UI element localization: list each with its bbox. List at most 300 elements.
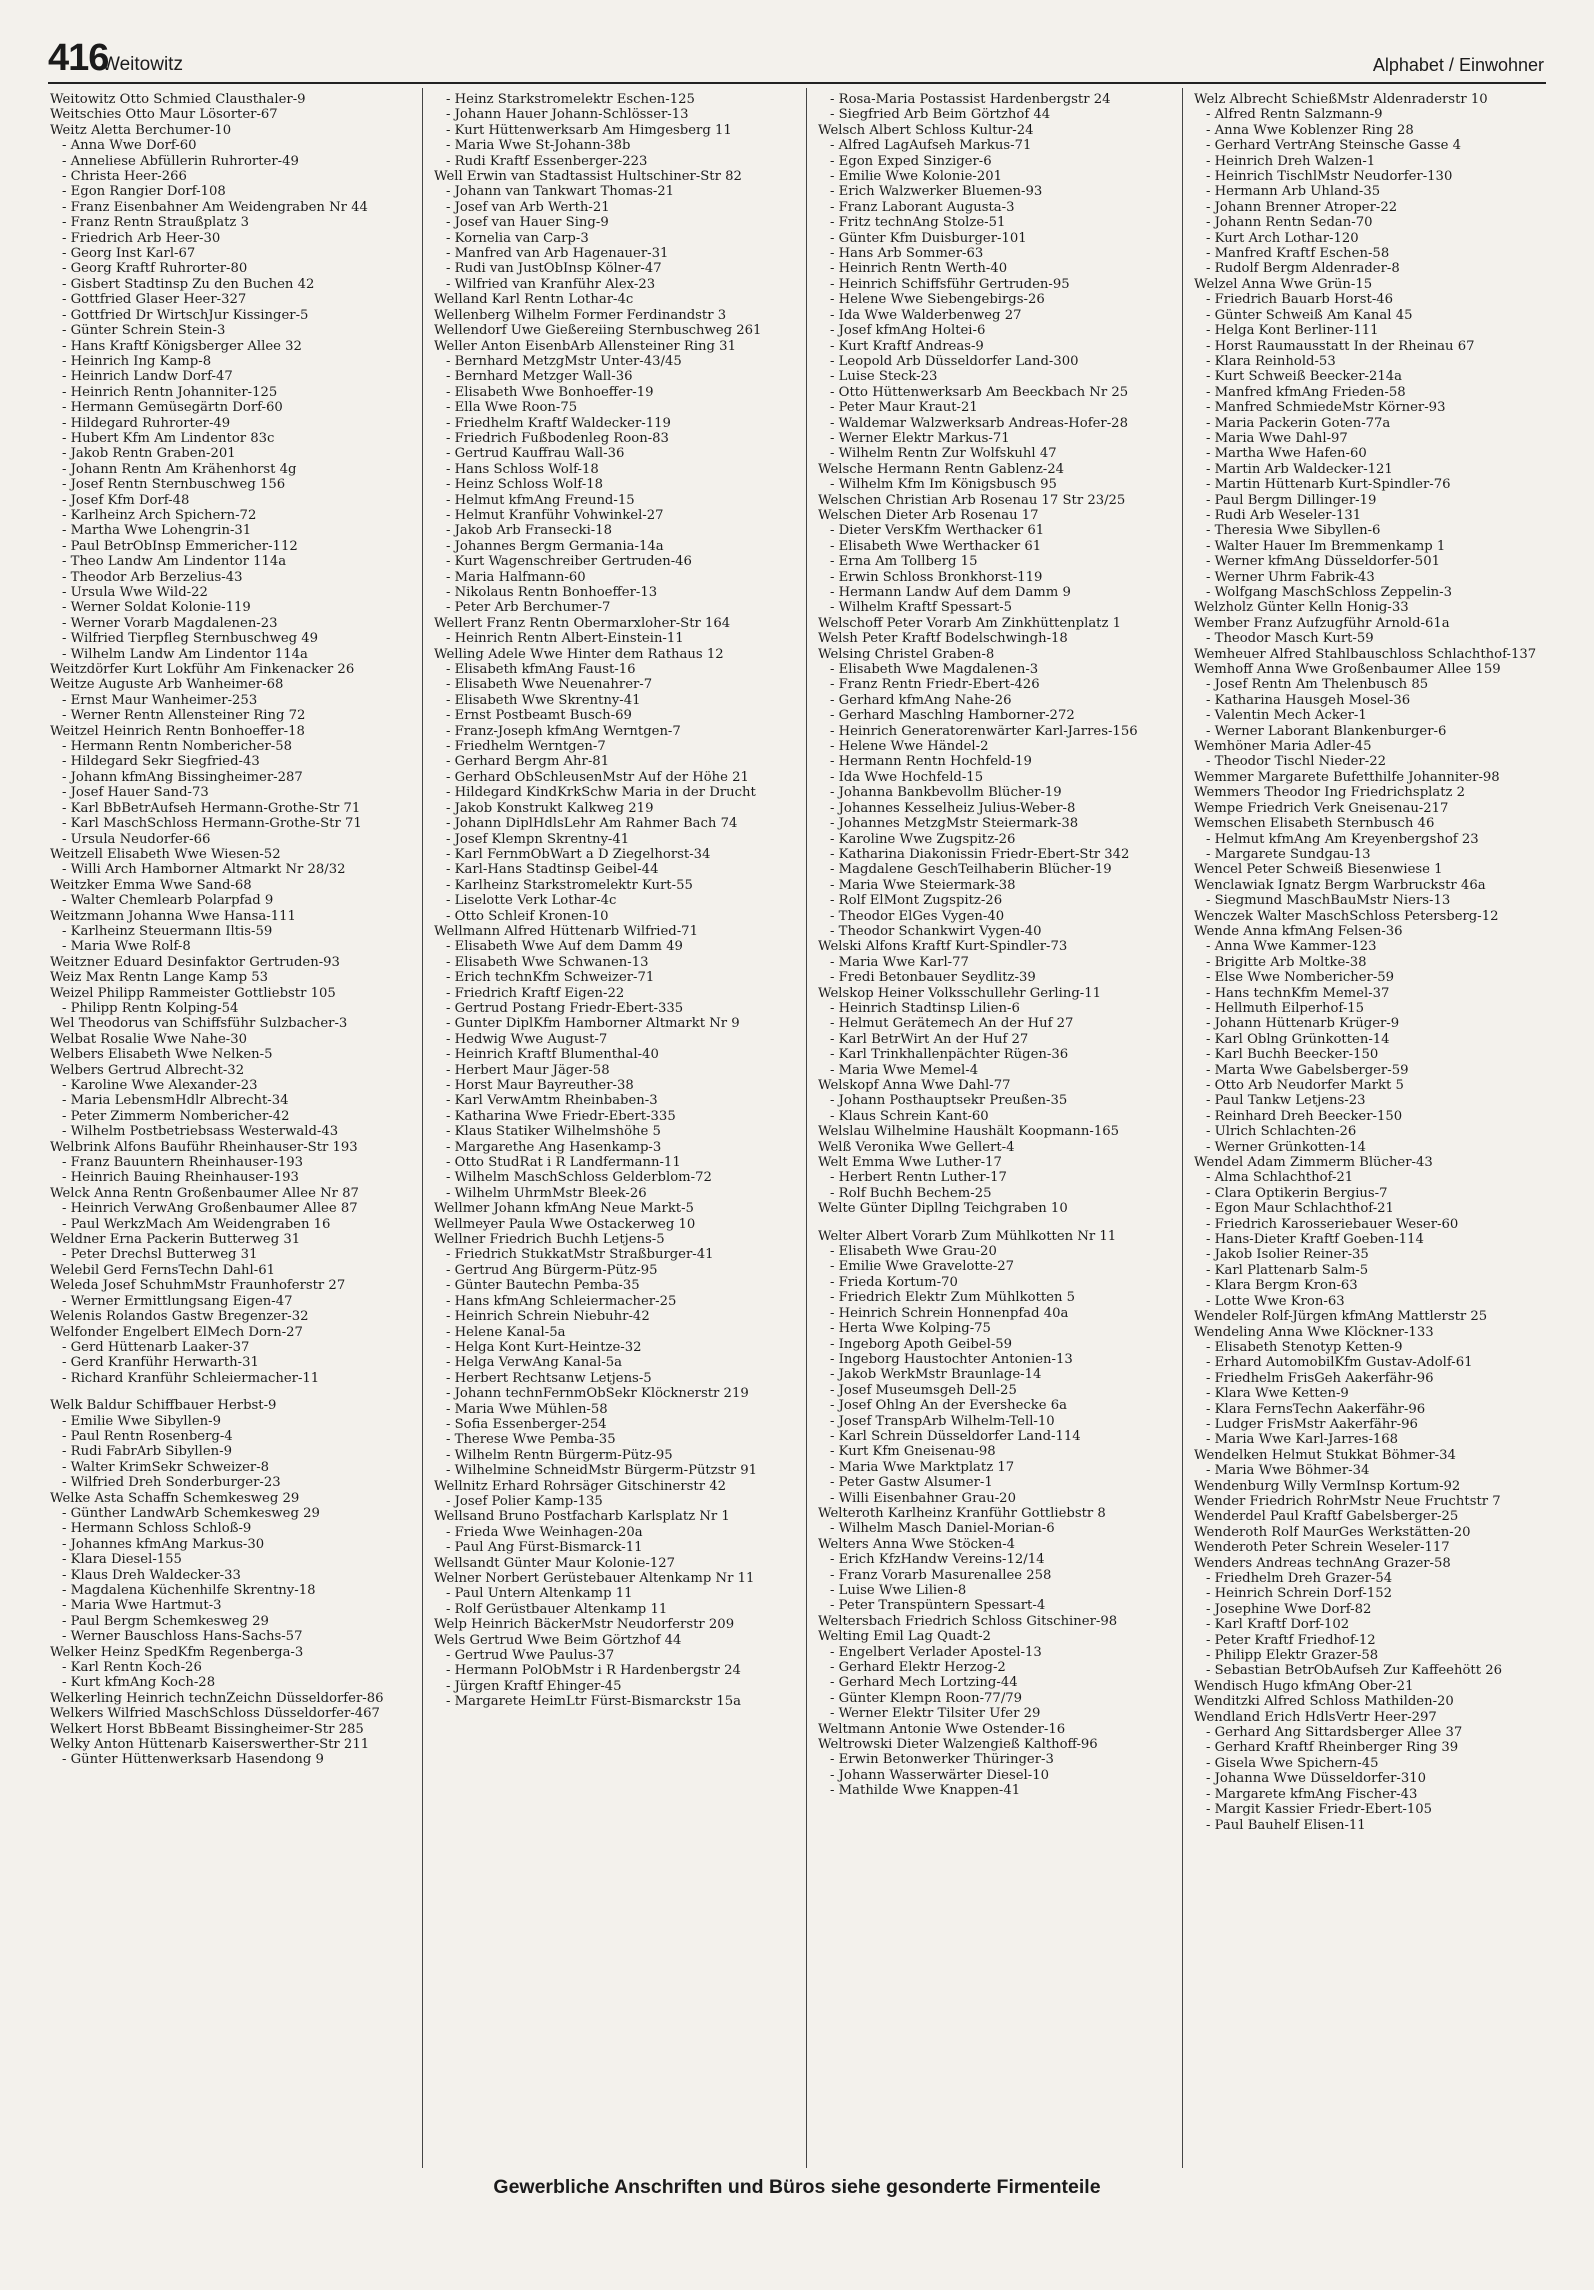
directory-entry: Wemheuer Alfred Stahlbauschloss Schlachthof-137 xyxy=(1194,646,1537,662)
directory-entry: Wenczek Walter MaschSchloss Petersberg-12 xyxy=(1194,908,1499,924)
directory-entry: - Josef TranspArb Wilhelm-Tell-10 xyxy=(830,1413,1055,1429)
directory-entry: - Werner Vorarb Magdalenen-23 xyxy=(62,615,278,631)
directory-entry: - Hermann Landw Auf dem Damm 9 xyxy=(830,585,1071,600)
directory-entry: - Fredi Betonbauer Seydlitz-39 xyxy=(830,970,1036,986)
directory-entry: - Martha Wwe Hafen-60 xyxy=(1206,446,1367,462)
directory-entry: - Theodor Arb Berzelius-43 xyxy=(62,569,243,585)
directory-entry: - Josef Hauer Sand-73 xyxy=(62,785,209,801)
directory-entry: Welland Karl Rentn Lothar-4c xyxy=(434,292,634,308)
directory-entry: - Maria Packerin Goten-77a xyxy=(1206,415,1391,431)
directory-entry: Welsing Christel Graben-8 xyxy=(818,646,995,662)
directory-entry: - Sebastian BetrObAufseh Zur Kaffeehött 26 xyxy=(1206,1663,1502,1679)
directory-entry: - Heinrich Rentn Albert-Einstein-11 xyxy=(446,631,684,647)
directory-entry: - Rolf Buchh Bechem-25 xyxy=(830,1185,992,1201)
directory-entry: - Hans technKfm Memel-37 xyxy=(1206,985,1390,1001)
directory-entry: - Maria Wwe Böhmer-34 xyxy=(1206,1463,1370,1479)
directory-entry: - Richard Kranführ Schleiermacher-11 xyxy=(62,1370,320,1386)
directory-entry: - Karoline Wwe Alexander-23 xyxy=(62,1078,258,1093)
directory-entry: - Gerhard Ang Sittardsberger Allee 37 xyxy=(1206,1725,1463,1741)
directory-entry: - Sofia Essenberger-254 xyxy=(446,1416,607,1432)
directory-entry: - Hildegard Sekr Siegfried-43 xyxy=(62,754,260,770)
directory-entry: - Nikolaus Rentn Bonhoeffer-13 xyxy=(446,585,658,600)
directory-entry: - Kornelia van Carp-3 xyxy=(446,230,589,246)
directory-entry: - Herta Wwe Kolping-75 xyxy=(830,1321,991,1337)
entry-gap xyxy=(818,1217,1168,1229)
directory-entry: - Friedhelm Kraftf Waldecker-119 xyxy=(446,415,671,431)
directory-entry: - Kurt Kraftf Andreas-9 xyxy=(830,338,984,354)
directory-entry: Wemmer Margarete Bufetthilfe Johanniter-98 xyxy=(1194,769,1500,785)
directory-entry: Wenderoth Rolf MaurGes Werkstätten-20 xyxy=(1194,1524,1471,1540)
directory-entry: - Ingeborg Apoth Geibel-59 xyxy=(830,1336,1013,1352)
directory-entry: - Karl Trinkhallenpächter Rügen-36 xyxy=(830,1047,1069,1063)
directory-entry: - Theo Landw Am Lindentor 114a xyxy=(62,554,287,570)
directory-entry: Wencel Peter Schweiß Biesenwiese 1 xyxy=(1194,862,1443,878)
directory-entry: - Ella Wwe Roon-75 xyxy=(446,400,578,416)
directory-entry: - Herbert Rechtsanw Letjens-5 xyxy=(446,1370,652,1386)
directory-entry: - Kurt Wagenschreiber Gertruden-46 xyxy=(446,554,692,570)
directory-entry: - Klara Reinhold-53 xyxy=(1206,353,1336,369)
directory-entry: Weitze Auguste Arb Wanheimer-68 xyxy=(50,677,284,693)
directory-entry: - Heinrich Landw Dorf-47 xyxy=(62,369,233,385)
directory-entry: Welski Alfons Kraftf Kurt-Spindler-73 xyxy=(818,939,1068,955)
directory-entry: - Paul Bauhelf Elisen-11 xyxy=(1206,1817,1366,1833)
directory-entry: - Otto StudRat i R Landfermann-11 xyxy=(446,1155,681,1171)
directory-entry: - Helene Kanal-5a xyxy=(446,1324,566,1340)
directory-column-3 xyxy=(818,92,1168,1799)
directory-entry: - Gottfried Dr WirtschJur Kissinger-5 xyxy=(62,307,309,323)
directory-entry: - Wilhelm Landw Am Lindentor 114a xyxy=(62,646,308,662)
directory-entry: - Ernst Postbeamt Busch-69 xyxy=(446,708,632,724)
directory-entry: - Franz Rentn Friedr-Ebert-426 xyxy=(830,677,1040,693)
directory-entry: - Hans kfmAng Schleiermacher-25 xyxy=(446,1293,677,1309)
directory-entry: - Heinrich Schrein Niebuhr-42 xyxy=(446,1309,650,1325)
directory-entry: - Heinrich Kraftf Blumenthal-40 xyxy=(446,1047,659,1063)
directory-entry: - Hildegard KindKrkSchw Maria in der Drucht xyxy=(446,785,756,801)
directory-entry: - Martin Hüttenarb Kurt-Spindler-76 xyxy=(1206,477,1451,493)
directory-entry: - Günter Bautechn Pemba-35 xyxy=(446,1278,640,1294)
directory-entry: Wember Franz Aufzugführ Arnold-61a xyxy=(1194,615,1450,631)
directory-entry: - Maria Wwe Karl-77 xyxy=(830,954,969,970)
directory-entry: Wemhöner Maria Adler-45 xyxy=(1194,739,1372,755)
directory-entry: - Manfred van Arb Hagenauer-31 xyxy=(446,246,669,262)
directory-entry: - Hermann Rentn Hochfeld-19 xyxy=(830,754,1032,770)
directory-entry: Weleda Josef SchuhmMstr Fraunhoferstr 27 xyxy=(50,1278,346,1294)
directory-entry: - Ernst Maur Wanheimer-253 xyxy=(62,692,258,708)
directory-entry: - Johann Brenner Atroper-22 xyxy=(1206,199,1398,215)
directory-entry: - Katharina Diakonissin Friedr-Ebert-Str 342 xyxy=(830,846,1130,862)
directory-entry: - Helmut kfmAng Freund-15 xyxy=(446,492,635,508)
directory-entry: - Gunter DiplKfm Hamborner Altmarkt Nr 9 xyxy=(446,1016,740,1032)
directory-entry: - Franz Vorarb Masurenallee 258 xyxy=(830,1567,1052,1583)
directory-entry: - Johann Rentn Sedan-70 xyxy=(1206,215,1373,231)
directory-entry: - Walter Chemlearb Polarpfad 9 xyxy=(62,893,274,909)
directory-entry: - Friedrich Kraftf Eigen-22 xyxy=(446,985,625,1001)
directory-entry: - Margarete Sundgau-13 xyxy=(1206,846,1371,862)
directory-entry: - Rudi FabrArb Sibyllen-9 xyxy=(62,1444,232,1460)
directory-entry: - Werner Soldat Kolonie-119 xyxy=(62,600,251,616)
directory-entry: - Elisabeth Wwe Skrentny-41 xyxy=(446,692,641,708)
directory-entry: - Heinrich VerwAng Großenbaumer Allee 87 xyxy=(62,1201,358,1217)
directory-entry: - Alma Schlachthof-21 xyxy=(1206,1170,1354,1186)
directory-entry: Welzholz Günter Kelln Honig-33 xyxy=(1194,600,1409,616)
directory-entry: Wendisch Hugo kfmAng Ober-21 xyxy=(1194,1678,1414,1694)
directory-entry: - Clara Optikerin Bergius-7 xyxy=(1206,1185,1388,1201)
directory-entry: - Herbert Maur Jäger-58 xyxy=(446,1062,610,1078)
directory-entry: - Gertrud Ang Bürgerm-Pütz-95 xyxy=(446,1262,658,1278)
directory-entry: - Peter Kraftf Friedhof-12 xyxy=(1206,1632,1376,1648)
directory-entry: - Friedrich Fußbodenleg Roon-83 xyxy=(446,430,669,446)
directory-entry: Weldner Erna Packerin Butterweg 31 xyxy=(50,1232,301,1248)
directory-entry: - Rosa-Maria Postassist Hardenbergstr 24 xyxy=(830,92,1111,107)
directory-entry: - Gisela Wwe Spichern-45 xyxy=(1206,1755,1379,1771)
directory-entry: - Ludger FrisMstr Aakerfähr-96 xyxy=(1206,1416,1418,1432)
directory-entry: - Josef Rentn Am Thelenbusch 85 xyxy=(1206,677,1429,693)
directory-entry: - Wilhelmine SchneidMstr Bürgerm-Pützstr 91 xyxy=(446,1463,758,1479)
directory-entry: - Anneliese Abfüllerin Ruhrorter-49 xyxy=(62,153,299,169)
directory-entry: - Werner Ermittlungsang Eigen-47 xyxy=(62,1293,293,1309)
directory-entry: - Günter Schrein Stein-3 xyxy=(62,323,226,339)
directory-entry: - Elisabeth Wwe Schwanen-13 xyxy=(446,954,649,970)
directory-entry: - Gerhard ObSchleusenMstr Auf der Höhe 21 xyxy=(446,769,749,785)
directory-entry: - Egon Maur Schlachthof-21 xyxy=(1206,1201,1394,1217)
directory-entry: Wender Friedrich RohrMstr Neue Fruchtstr 7 xyxy=(1194,1493,1501,1509)
directory-entry: - Hellmuth Eilperhof-15 xyxy=(1206,1000,1365,1016)
directory-entry: Welkers Wilfried MaschSchloss Düsseldorfer-467 xyxy=(50,1706,380,1722)
directory-entry: - Johann Posthauptsekr Preußen-35 xyxy=(830,1093,1068,1109)
directory-entry: - Gerd Kranführ Herwarth-31 xyxy=(62,1355,259,1371)
directory-entry: Weitzel Heinrich Rentn Bonhoeffer-18 xyxy=(50,723,305,739)
directory-entry: - Hermann Schloss Schloß-9 xyxy=(62,1521,252,1537)
directory-column-2 xyxy=(434,92,784,1710)
directory-entry: Welbers Gertrud Albrecht-32 xyxy=(50,1062,245,1078)
directory-entry: - Werner Elektr Markus-71 xyxy=(830,430,1010,446)
page-number: 416 xyxy=(48,37,109,79)
directory-entry: - Hans-Dieter Kraftf Goeben-114 xyxy=(1206,1232,1424,1248)
directory-entry: - Kurt Schweiß Beecker-214a xyxy=(1206,369,1402,385)
directory-entry: Welbat Rosalie Wwe Nahe-30 xyxy=(50,1031,248,1047)
directory-entry: Wellenberg Wilhelm Former Ferdinandstr 3 xyxy=(434,307,727,323)
directory-entry: - Egon Exped Sinziger-6 xyxy=(830,153,992,169)
directory-entry: - Magdalene GeschTeilhaberin Blücher-19 xyxy=(830,862,1112,878)
directory-entry: - Heinrich Schrein Honnenpfad 40a xyxy=(830,1305,1069,1321)
directory-entry: - Erich technKfm Schweizer-71 xyxy=(446,970,655,986)
directory-entry: - Paul Untern Altenkamp 11 xyxy=(446,1586,633,1602)
directory-entry: - Elisabeth Wwe Magdalenen-3 xyxy=(830,662,1039,678)
directory-entry: - Waldemar Walzwerksarb Andreas-Hofer-28 xyxy=(830,415,1128,431)
directory-entry: Welck Anna Rentn Großenbaumer Allee Nr 87 xyxy=(50,1185,359,1201)
directory-entry: Wellnitz Erhard Rohrsäger Gitschinerstr 42 xyxy=(434,1478,726,1494)
directory-entry: - Josef Kfm Dorf-48 xyxy=(62,492,190,508)
directory-entry: - Leopold Arb Düsseldorfer Land-300 xyxy=(830,353,1079,369)
directory-entry: - Siegmund MaschBauMstr Niers-13 xyxy=(1206,893,1451,909)
directory-entry: Weitz Aletta Berchumer-10 xyxy=(50,122,232,138)
directory-entry: Weltmann Antonie Wwe Ostender-16 xyxy=(818,1721,1066,1737)
directory-entry: - Jakob Isolier Reiner-35 xyxy=(1206,1247,1369,1263)
directory-entry: - Josef van Arb Werth-21 xyxy=(446,199,610,215)
directory-entry: - Valentin Mech Acker-1 xyxy=(1206,708,1367,724)
directory-entry: - Erich Walzwerker Bluemen-93 xyxy=(830,184,1043,200)
directory-entry: - Johann Rentn Am Krähenhorst 4g xyxy=(62,461,297,477)
directory-entry: - Wilhelm Kfm Im Königsbusch 95 xyxy=(830,477,1057,493)
directory-entry: - Dieter VersKfm Werthacker 61 xyxy=(830,523,1045,539)
directory-entry: - Karl MaschSchloss Hermann-Grothe-Str 71 xyxy=(62,816,362,832)
directory-entry: - Maria Wwe Rolf-8 xyxy=(62,939,191,955)
directory-entry: - Klaus Schrein Kant-60 xyxy=(830,1108,989,1124)
directory-entry: - Elisabeth Wwe Werthacker 61 xyxy=(830,538,1042,554)
directory-entry: - Martin Arb Waldecker-121 xyxy=(1206,461,1393,477)
directory-entry: Well Erwin van Stadtassist Hultschiner-Str 82 xyxy=(434,169,742,185)
directory-entry: - Wilhelm Masch Daniel-Morian-6 xyxy=(830,1521,1055,1537)
page-header xyxy=(48,30,1546,84)
directory-entry: - Heinrich Stadtinsp Lilien-6 xyxy=(830,1000,1020,1016)
directory-entry: - Maria Wwe Karl-Jarres-168 xyxy=(1206,1432,1399,1448)
directory-entry: - Horst Maur Bayreuther-38 xyxy=(446,1078,634,1093)
directory-entry: - Karlheinz Arch Spichern-72 xyxy=(62,507,257,523)
directory-entry: Wel Theodorus van Schiffsführ Sulzbacher-3 xyxy=(50,1016,348,1032)
directory-entry: - Josef Klempn Skrentny-41 xyxy=(446,831,630,847)
directory-entry: - Karl Oblng Grünkotten-14 xyxy=(1206,1031,1390,1047)
directory-entry: - Anna Wwe Kammer-123 xyxy=(1206,939,1377,955)
directory-entry: Welters Anna Wwe Stöcken-4 xyxy=(818,1536,1016,1552)
directory-entry: - Peter Gastw Alsumer-1 xyxy=(830,1475,993,1491)
directory-entry: - Egon Rangier Dorf-108 xyxy=(62,184,226,200)
directory-entry: Welzel Anna Wwe Grün-15 xyxy=(1194,276,1373,292)
footer-note: Gewerbliche Anschriften und Büros siehe gesonderte Firmenteile xyxy=(493,2176,1101,2198)
directory-entry: - Erwin Betonwerker Thüringer-3 xyxy=(830,1752,1054,1768)
directory-entry: - Katharina Wwe Friedr-Ebert-335 xyxy=(446,1108,676,1124)
directory-entry: - Helga VerwAng Kanal-5a xyxy=(446,1355,623,1371)
directory-entry: - Peter Transpüntern Spessart-4 xyxy=(830,1598,1046,1614)
directory-entry: - Philipp Rentn Kolping-54 xyxy=(62,1000,239,1016)
directory-entry: - Alfred LagAufseh Markus-71 xyxy=(830,138,1032,154)
directory-entry: - Rudi Arb Weseler-131 xyxy=(1206,507,1362,523)
directory-entry: - Lotte Wwe Kron-63 xyxy=(1206,1293,1345,1309)
directory-entry: - Hermann Arb Uhland-35 xyxy=(1206,184,1381,200)
directory-entry: - Hermann Rentn Nombericher-58 xyxy=(62,739,292,755)
directory-entry: - Gerhard Bergm Ahr-81 xyxy=(446,754,610,770)
directory-entry: - Karlheinz Starkstromelektr Kurt-55 xyxy=(446,877,693,893)
directory-entry: Wemschen Elisabeth Sternbusch 46 xyxy=(1194,816,1435,832)
directory-entry: - Kurt Hüttenwerksarb Am Himgesberg 11 xyxy=(446,122,732,138)
directory-entry: - Heinrich Rentn Johanniter-125 xyxy=(62,384,278,400)
directory-entry: - Franz-Joseph kfmAng Werntgen-7 xyxy=(446,723,681,739)
directory-entry: - Kurt kfmAng Koch-28 xyxy=(62,1675,216,1691)
directory-entry: Wempe Friedrich Verk Gneisenau-217 xyxy=(1194,800,1449,816)
directory-entry: - Emilie Wwe Gravelotte-27 xyxy=(830,1259,1015,1275)
directory-entry: - Hans Schloss Wolf-18 xyxy=(446,461,599,477)
directory-entry: Wendel Adam Zimmerm Blücher-43 xyxy=(1194,1155,1433,1171)
directory-entry: - Klara Diesel-155 xyxy=(62,1552,182,1568)
directory-entry: - Wilhelm UhrmMstr Bleek-26 xyxy=(446,1185,647,1201)
directory-entry: Wels Gertrud Wwe Beim Görtzhof 44 xyxy=(434,1632,682,1648)
directory-entry: Welfonder Engelbert ElMech Dorn-27 xyxy=(50,1324,303,1340)
directory-entry: - Kurt Kfm Gneisenau-98 xyxy=(830,1444,996,1460)
directory-entry: - Theodor Schankwirt Vygen-40 xyxy=(830,923,1042,939)
directory-entry: Wende Anna kfmAng Felsen-36 xyxy=(1194,923,1403,939)
directory-entry: - Günter Schweiß Am Kanal 45 xyxy=(1206,307,1413,323)
directory-entry: - Klara FernsTechn Aakerfähr-96 xyxy=(1206,1401,1426,1417)
directory-entry: - Rudolf Bergm Aldenrader-8 xyxy=(1206,261,1400,277)
directory-entry: Welker Heinz SpedKfm Regenberga-3 xyxy=(50,1644,304,1660)
directory-entry: - Wilhelm Rentn Zur Wolfskuhl 47 xyxy=(830,446,1057,462)
directory-entry: - Paul WerkzMach Am Weidengraben 16 xyxy=(62,1216,331,1232)
directory-entry: Wendenburg Willy VermInsp Kortum-92 xyxy=(1194,1478,1461,1494)
directory-entry: - Margarete kfmAng Fischer-43 xyxy=(1206,1786,1418,1802)
directory-entry: Welk Baldur Schiffbauer Herbst-9 xyxy=(50,1398,277,1414)
directory-entry: - Werner Bauschloss Hans-Sachs-57 xyxy=(62,1629,303,1645)
directory-entry: - Karl Rentn Koch-26 xyxy=(62,1660,202,1676)
directory-entry: - Helmut kfmAng Am Kreyenbergshof 23 xyxy=(1206,831,1479,847)
directory-entry: - Karl Kraftf Dorf-102 xyxy=(1206,1617,1350,1633)
directory-entry: - Josef Museumsgeh Dell-25 xyxy=(830,1382,1017,1398)
directory-entry: - Franz Rentn Straußplatz 3 xyxy=(62,215,249,231)
directory-entry: Weitschies Otto Maur Lösorter-67 xyxy=(50,107,278,123)
directory-entry: - Georg Inst Karl-67 xyxy=(62,246,196,262)
directory-entry: - Josef van Hauer Sing-9 xyxy=(446,215,609,231)
directory-entry: - Peter Drechsl Butterweg 31 xyxy=(62,1247,258,1263)
directory-entry: Wenders Andreas technAng Grazer-58 xyxy=(1194,1555,1451,1571)
directory-entry: Weitowitz Otto Schmied Clausthaler-9 xyxy=(50,92,306,107)
directory-entry: - Wilfried van Kranführ Alex-23 xyxy=(446,276,656,292)
directory-entry: - Ulrich Schlachten-26 xyxy=(1206,1124,1357,1140)
directory-entry: Welbers Elisabeth Wwe Nelken-5 xyxy=(50,1047,273,1063)
directory-entry: - Maria Wwe Dahl-97 xyxy=(1206,430,1348,446)
directory-entry: - Günter Kfm Duisburger-101 xyxy=(830,230,1027,246)
directory-entry: - Anna Wwe Dorf-60 xyxy=(62,138,197,154)
directory-entry: - Günter Klempn Roon-77/79 xyxy=(830,1690,1023,1706)
directory-entry: - Friedrich StukkatMstr Straßburger-41 xyxy=(446,1247,714,1263)
directory-entry: - Horst Raumausstatt In der Rheinau 67 xyxy=(1206,338,1475,354)
directory-entry: - Frieda Wwe Weinhagen-20a xyxy=(446,1524,643,1540)
directory-entry: - Wilfried Dreh Sonderburger-23 xyxy=(62,1475,281,1491)
directory-entry: - Maria Halfmann-60 xyxy=(446,569,586,585)
directory-entry: - Ingeborg Haustochter Antonien-13 xyxy=(830,1351,1073,1367)
directory-entry: - Helene Wwe Händel-2 xyxy=(830,739,989,755)
directory-entry: - Josephine Wwe Dorf-82 xyxy=(1206,1601,1372,1617)
directory-entry: Welslau Wilhelmine Haushält Koopmann-165 xyxy=(818,1124,1120,1140)
directory-entry: Wellmer Johann kfmAng Neue Markt-5 xyxy=(434,1201,694,1217)
directory-entry: - Hermann PolObMstr i R Hardenbergstr 24 xyxy=(446,1663,741,1679)
directory-entry: - Willi Arch Hamborner Altmarkt Nr 28/32 xyxy=(62,862,346,878)
directory-entry: Weiz Max Rentn Lange Kamp 53 xyxy=(50,970,269,986)
directory-entry: - Heinrich Schiffsführ Gertruden-95 xyxy=(830,276,1070,292)
directory-entry: - Klaus Statiker Wilhelmshöhe 5 xyxy=(446,1124,661,1140)
directory-entry: - Fritz technAng Stolze-51 xyxy=(830,215,1006,231)
directory-entry: - Emilie Wwe Sibyllen-9 xyxy=(62,1413,221,1429)
directory-entry: - Erhard AutomobilKfm Gustav-Adolf-61 xyxy=(1206,1355,1473,1371)
directory-entry: - Rudi Kraftf Essenberger-223 xyxy=(446,153,648,169)
directory-entry: - Werner Uhrm Fabrik-43 xyxy=(1206,569,1375,585)
directory-entry: - Else Wwe Nombericher-59 xyxy=(1206,970,1395,986)
directory-entry: - Margarethe Ang Hasenkamp-3 xyxy=(446,1139,662,1155)
directory-entry: Wellmeyer Paula Wwe Ostackerweg 10 xyxy=(434,1216,696,1232)
directory-entry: - Manfred kfmAng Frieden-58 xyxy=(1206,384,1406,400)
entry-gap xyxy=(50,1386,400,1398)
directory-entry: - Karl FernmObWart a D Ziegelhorst-34 xyxy=(446,846,711,862)
directory-entry: - Rudi van JustObInsp Kölner-47 xyxy=(446,261,662,277)
directory-entry: - Heinrich TischlMstr Neudorfer-130 xyxy=(1206,169,1453,185)
directory-entry: Wemhoff Anna Wwe Großenbaumer Allee 159 xyxy=(1194,662,1501,678)
directory-entry: - Wilhelm MaschSchloss Gelderblom-72 xyxy=(446,1170,712,1186)
directory-entry: - Johann kfmAng Bissingheimer-287 xyxy=(62,769,303,785)
directory-entry: - Ursula Neudorfer-66 xyxy=(62,831,211,847)
directory-entry: - Johanna Bankbevollm Blücher-19 xyxy=(830,785,1062,801)
directory-entry: - Johannes kfmAng Markus-30 xyxy=(62,1536,265,1552)
directory-entry: - Hildegard Ruhrorter-49 xyxy=(62,415,231,431)
directory-entry: - Karl VerwAmtm Rheinbaben-3 xyxy=(446,1093,658,1109)
directory-entry: - Erich KfzHandw Vereins-12/14 xyxy=(830,1552,1045,1568)
directory-entry: - Jakob WerkMstr Braunlage-14 xyxy=(830,1367,1042,1383)
directory-entry: - Johann DiplHdlsLehr Am Rahmer Bach 74 xyxy=(446,816,738,832)
directory-entry: - Friedrich Elektr Zum Mühlkotten 5 xyxy=(830,1290,1076,1306)
directory-entry: Weltrowski Dieter Walzengieß Kalthoff-96 xyxy=(818,1737,1098,1753)
directory-entry: - Hans Arb Sommer-63 xyxy=(830,246,984,262)
directory-entry: - Gerhard Kraftf Rheinberger Ring 39 xyxy=(1206,1740,1459,1756)
directory-entry: - Erwin Schloss Bronkhorst-119 xyxy=(830,569,1043,585)
directory-entry: - Paul Bergm Schemkesweg 29 xyxy=(62,1613,269,1629)
directory-entry: - Friedhelm FrisGeh Aakerfähr-96 xyxy=(1206,1370,1434,1386)
directory-entry: - Helga Kont Berliner-111 xyxy=(1206,323,1379,339)
directory-entry: - Erna Am Tollberg 15 xyxy=(830,554,978,570)
directory-entry: - Maria Wwe Mühlen-58 xyxy=(446,1401,608,1417)
directory-entry: Welting Emil Lag Quadt-2 xyxy=(818,1629,991,1645)
directory-entry: - Brigitte Arb Moltke-38 xyxy=(1206,954,1367,970)
directory-entry: Wellert Franz Rentn Obermarxloher-Str 164 xyxy=(434,615,731,631)
column-divider xyxy=(422,88,423,2168)
directory-entry: - Philipp Elektr Grazer-58 xyxy=(1206,1648,1379,1664)
directory-entry: - Johanna Wwe Düsseldorfer-310 xyxy=(1206,1771,1427,1787)
directory-entry: - Hans Kraftf Königsberger Allee 32 xyxy=(62,338,302,354)
directory-entry: Welky Anton Hüttenarb Kaiserswerther-Str 211 xyxy=(50,1737,370,1753)
directory-entry: - Klara Bergm Kron-63 xyxy=(1206,1278,1358,1294)
directory-entry: - Karl Buchh Beecker-150 xyxy=(1206,1047,1379,1063)
directory-entry: - Anna Wwe Koblenzer Ring 28 xyxy=(1206,122,1414,138)
directory-entry: - Franz Eisenbahner Am Weidengraben Nr 44 xyxy=(62,199,368,215)
directory-entry: - Theodor Tischl Nieder-22 xyxy=(1206,754,1386,770)
directory-entry: - Liselotte Verk Lothar-4c xyxy=(446,893,617,909)
directory-entry: - Manfred SchmiedeMstr Körner-93 xyxy=(1206,400,1446,416)
directory-entry: - Günther LandwArb Schemkesweg 29 xyxy=(62,1505,320,1521)
directory-entry: - Bernhard MetzgMstr Unter-43/45 xyxy=(446,353,682,369)
directory-entry: - Werner Rentn Allensteiner Ring 72 xyxy=(62,708,306,724)
directory-entry: - Franz Bauuntern Rheinhauser-193 xyxy=(62,1155,304,1171)
directory-entry: - Peter Zimmerm Nombericher-42 xyxy=(62,1108,290,1124)
directory-entry: - Wolfgang MaschSchloss Zeppelin-3 xyxy=(1206,585,1453,600)
directory-entry: - Paul Bergm Dillinger-19 xyxy=(1206,492,1377,508)
directory-entry: - Jakob Arb Fransecki-18 xyxy=(446,523,613,539)
directory-entry: - Luise Steck-23 xyxy=(830,369,938,385)
directory-entry: - Elisabeth Stenotyp Ketten-9 xyxy=(1206,1339,1403,1355)
directory-entry: - Johann technFernmObSekr Klöcknerstr 219 xyxy=(446,1386,749,1402)
directory-entry: - Klara Wwe Ketten-9 xyxy=(1206,1386,1349,1402)
directory-entry: - Katharina Hausgeh Mosel-36 xyxy=(1206,692,1411,708)
directory-entry: - Heinz Starkstromelektr Eschen-125 xyxy=(446,92,695,107)
directory-entry: Welner Norbert Gerüstebauer Altenkamp Nr 11 xyxy=(434,1571,755,1586)
directory-entry: - Margarete HeimLtr Fürst-Bismarckstr 15a xyxy=(446,1694,742,1710)
directory-entry: - Maria LebensmHdlr Albrecht-34 xyxy=(62,1093,289,1109)
directory-entry: Wellendorf Uwe Gießereiing Sternbuschweg 261 xyxy=(434,323,762,339)
directory-entry: - Friedrich Bauarb Horst-46 xyxy=(1206,292,1394,308)
directory-entry: - Gertrud Kauffrau Wall-36 xyxy=(446,446,625,462)
directory-entry: - Otto Hüttenwerksarb Am Beeckbach Nr 25 xyxy=(830,384,1129,400)
directory-entry: Welenis Rolandos Gastw Bregenzer-32 xyxy=(50,1309,309,1325)
directory-entry: - Maria Wwe Hartmut-3 xyxy=(62,1598,222,1614)
directory-entry: - Elisabeth Wwe Auf dem Damm 49 xyxy=(446,939,683,955)
directory-entry: - Gerhard VertrAng Steinsche Gasse 4 xyxy=(1206,138,1462,154)
directory-entry: Welkerling Heinrich technZeichn Düsseldorfer-86 xyxy=(50,1690,384,1706)
directory-entry: - Walter Hauer Im Bremmenkamp 1 xyxy=(1206,538,1446,554)
directory-entry: - Heinrich Schrein Dorf-152 xyxy=(1206,1586,1393,1602)
